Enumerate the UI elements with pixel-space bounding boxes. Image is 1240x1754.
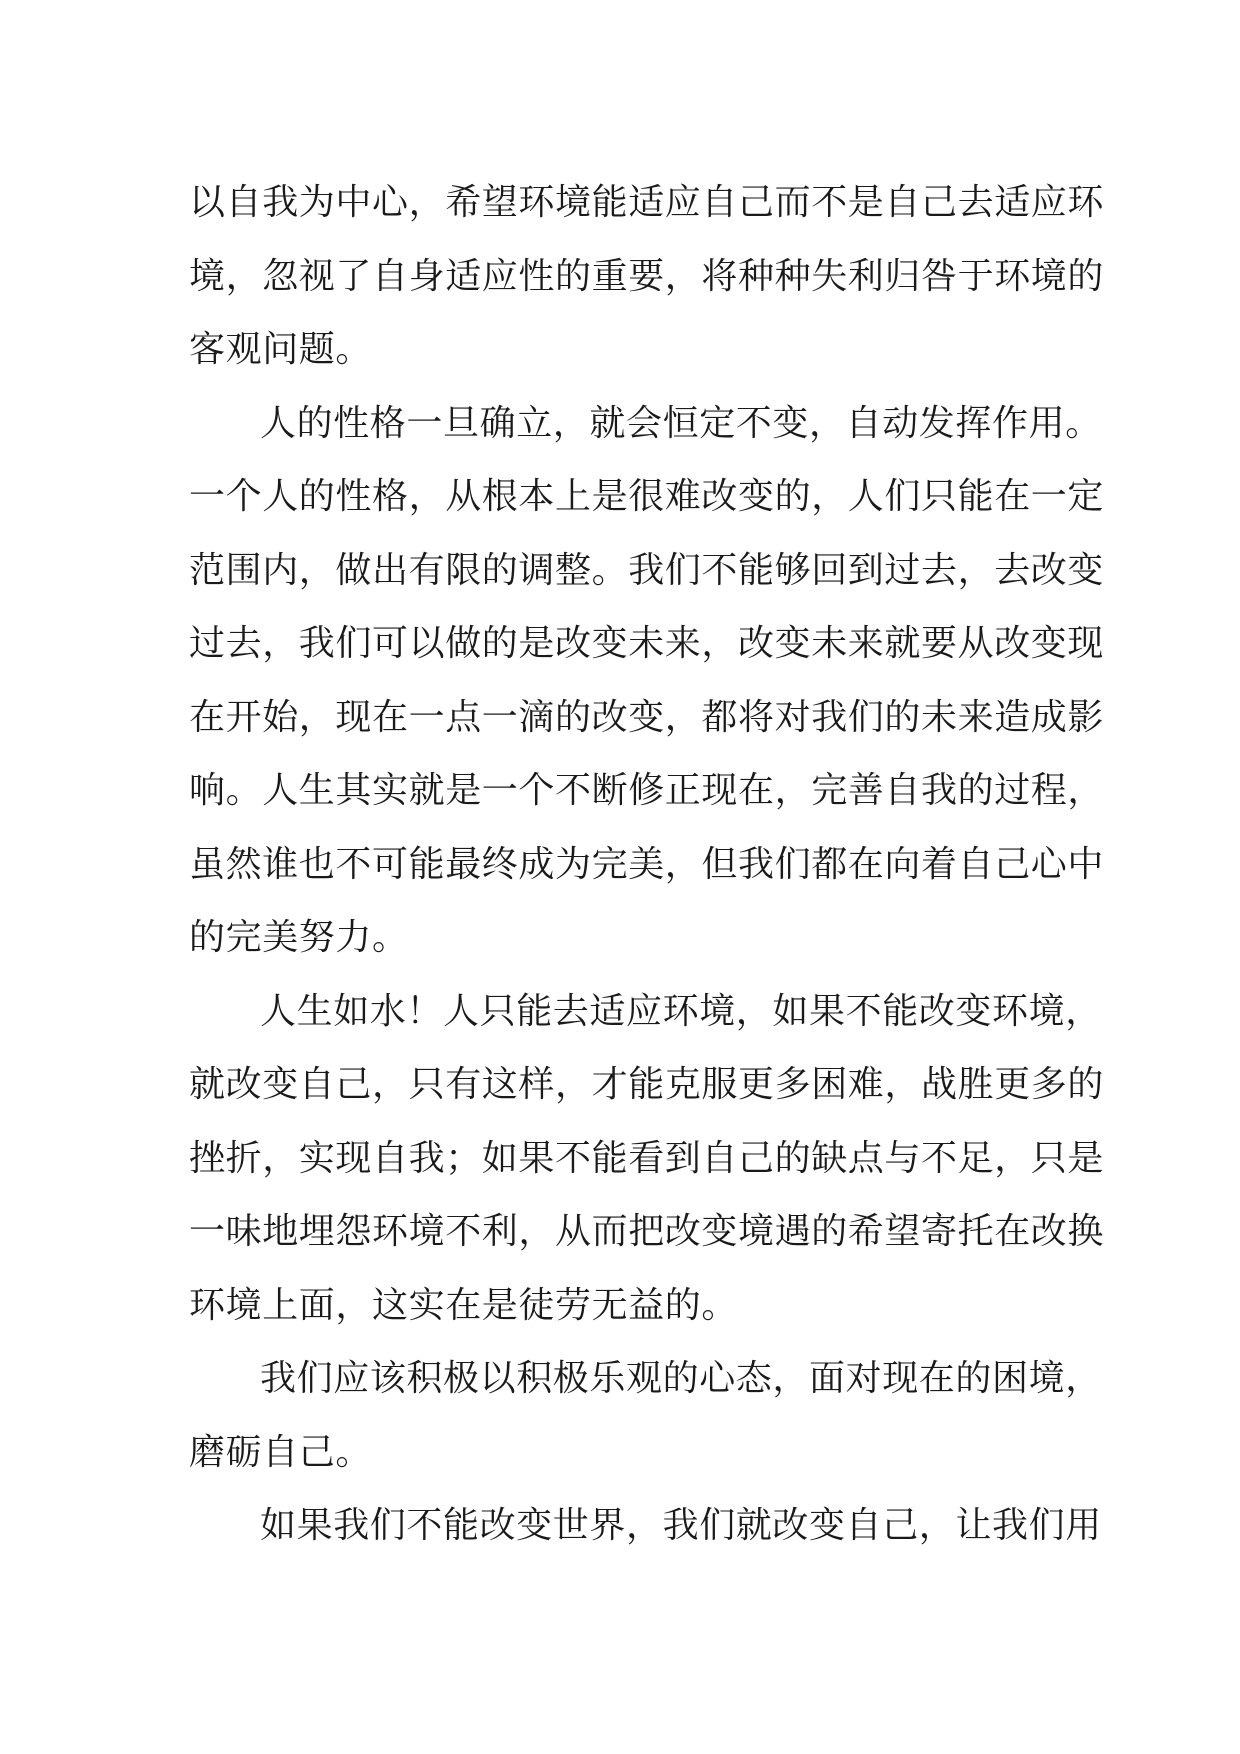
text-line: 磨砺自己。 bbox=[189, 1431, 373, 1473]
text-line: 境，忽视了自身适应性的重要，将种种失利归咎于环境的 bbox=[189, 255, 1105, 297]
text-line: 一个人的性格，从根本上是很难改变的，人们只能在一定 bbox=[189, 476, 1105, 517]
text-line: 过去，我们可以做的是改变未来，改变未来就要从改变现 bbox=[189, 623, 1105, 664]
text-line: 环境上面，这实在是徒劳无益的。 bbox=[189, 1284, 739, 1326]
paragraph-first-line: 人的性格一旦确立，就会恒定不变，自动发挥作用。 bbox=[260, 402, 1102, 444]
text-line: 就改变自己，只有这样，才能克服更多困难，战胜更多的 bbox=[189, 1064, 1105, 1105]
paragraph-first-line: 我们应该积极以积极乐观的心态，面对现在的困境， bbox=[260, 1358, 1102, 1399]
text-line: 客观问题。 bbox=[189, 329, 373, 370]
text-line: 虽然谁也不可能最终成为完美，但我们都在向着自己心中 bbox=[189, 843, 1105, 885]
text-line: 响。人生其实就是一个不断修正现在，完善自我的过程， bbox=[189, 770, 1105, 811]
text-line: 的完美努力。 bbox=[189, 917, 409, 958]
text-line: 一味地埋怨环境不利，从而把改变境遇的希望寄托在改换 bbox=[189, 1211, 1105, 1252]
paragraph-first-line: 人生如水！人只能去适应环境，如果不能改变环境， bbox=[260, 990, 1102, 1032]
text-line: 在开始，现在一点一滴的改变，都将对我们的未来造成影 bbox=[189, 696, 1105, 738]
body-text bbox=[189, 166, 1105, 1563]
text-line: 范围内，做出有限的调整。我们不能够回到过去，去改变 bbox=[189, 549, 1105, 591]
text-line: 以自我为中心，希望环境能适应自己而不是自己去适应环 bbox=[189, 182, 1105, 223]
text-line: 挫折，实现自我；如果不能看到自己的缺点与不足，只是 bbox=[189, 1137, 1105, 1179]
paragraph-first-line: 如果我们不能改变世界，我们就改变自己，让我们用 bbox=[260, 1505, 1102, 1546]
